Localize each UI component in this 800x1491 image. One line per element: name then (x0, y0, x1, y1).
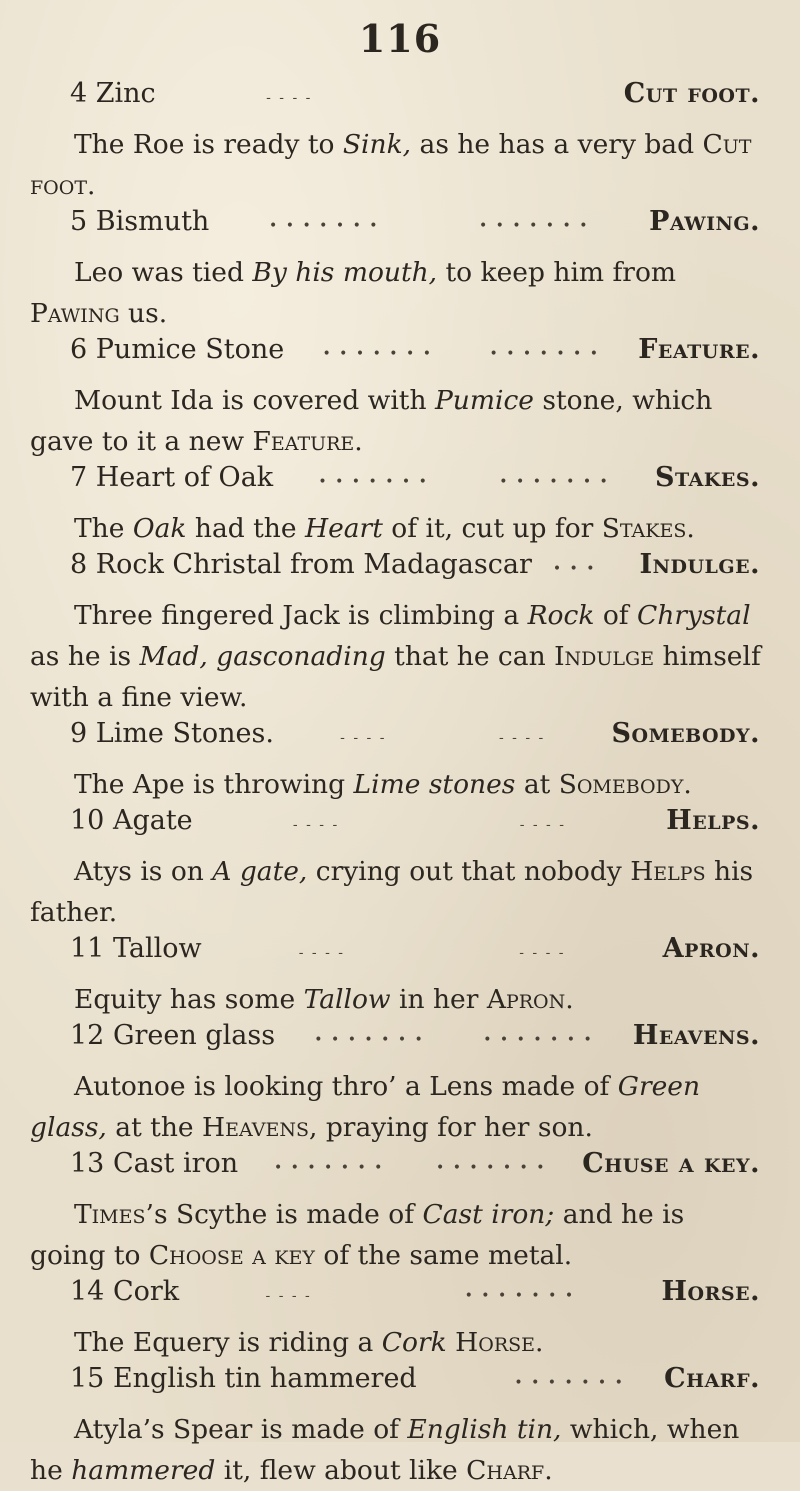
entry-keyword: Apron. (662, 933, 760, 964)
text-segment: to keep him from (437, 257, 677, 288)
text-segment (508, 1414, 516, 1445)
entry-title: 8 Rock Christal from Madagascar (70, 549, 532, 580)
entry-keyword: Charf. (664, 1363, 760, 1394)
entry-description (0, 1322, 800, 1363)
text-segment: praying for her son. (317, 1112, 593, 1143)
entry-keyword: Somebody. (611, 718, 760, 749)
entry-heading (0, 78, 800, 124)
page-number: 116 (358, 16, 442, 61)
dot-leader-right: - - - - (519, 945, 566, 961)
dot-leader (209, 218, 649, 234)
entry-description (0, 1066, 800, 1148)
text-segment: Atys is on (74, 856, 213, 887)
entry-description (0, 380, 800, 462)
small-caps-keyword: Somebody. (558, 769, 692, 800)
text-segment: of the same metal. (314, 1240, 573, 1271)
italic-text: Cork (381, 1327, 447, 1358)
entry-description (0, 851, 800, 933)
small-caps-keyword: Cut foot. (30, 129, 752, 201)
entry-keyword: Horse. (661, 1276, 760, 1307)
dot-leader-left: - - - - (340, 730, 387, 746)
dot-leader-left: - - - - (265, 1288, 312, 1304)
small-caps-keyword: Horse. (455, 1327, 544, 1358)
entry-title: 11 Tallow (70, 933, 202, 964)
italic-text: Pumice (434, 385, 534, 416)
entry-keyword: Pawing. (649, 206, 760, 237)
dot-leader-left: - - - - (298, 945, 345, 961)
entry-keyword: Chuse a key. (582, 1148, 760, 1179)
dot-leader-right: • • • • • • • (478, 218, 590, 234)
entry-keyword: Feature. (638, 334, 760, 365)
text-segment: at the (106, 1112, 202, 1143)
text-segment: Atyla’s Spear is made of (74, 1414, 408, 1445)
small-caps-keyword: Feature. (252, 426, 363, 457)
italic-text: English (407, 1414, 509, 1445)
italic-text: Heart (304, 513, 383, 544)
text-segment: it, flew about like (215, 1455, 467, 1486)
italic-text: Rock (527, 600, 595, 631)
entry-heading (0, 933, 800, 979)
entry-heading (0, 805, 800, 851)
text-segment: us. (119, 298, 168, 329)
entry-description (0, 979, 800, 1020)
dot-leader-right: • • • • • • • (435, 1160, 547, 1176)
entry-keyword: Helps. (666, 805, 760, 836)
italic-text: Chrystal (637, 600, 751, 631)
dot-leader-right: • • • • • • • (499, 474, 610, 490)
entry-title: 12 Green glass (70, 1020, 276, 1051)
text-segment (287, 257, 295, 288)
italic-text: tin, (516, 1414, 562, 1445)
dot-leader-right: - - - - (498, 730, 546, 746)
text-segment: crying out that nobody (307, 856, 631, 887)
list-item (0, 462, 800, 549)
entry-title: 4 Zinc (70, 78, 156, 109)
entry-heading (0, 334, 800, 380)
small-caps-keyword: Times (74, 1199, 146, 1230)
text-segment: in her (390, 984, 487, 1015)
entry-keyword: Cut foot. (623, 78, 760, 109)
dot-leader-left: • • • • • • • (322, 346, 433, 362)
text-segment: Equity has some (74, 984, 304, 1015)
entry-title: 13 Cast iron (70, 1148, 239, 1179)
list-item (0, 933, 800, 1020)
entry-description (0, 252, 800, 334)
dot-leader-left: • • • • • • • (269, 218, 380, 234)
dot-leader (417, 1375, 664, 1391)
text-segment: which, when he (30, 1414, 740, 1486)
list-item (0, 334, 800, 462)
text-segment: himself with a fine view. (30, 641, 761, 713)
list-item (0, 78, 800, 206)
list-item (0, 1276, 800, 1363)
entry-description (0, 124, 800, 206)
entry-heading (0, 1363, 800, 1409)
entry-title: 5 Bismuth (70, 206, 210, 237)
italic-text: his mouth, (295, 257, 438, 288)
entry-description (0, 1194, 800, 1276)
text-segment: The (74, 513, 133, 544)
entry-title: 6 Pumice Stone (70, 334, 285, 365)
italic-text: Sink, (342, 129, 412, 160)
italic-text: Green glass, (30, 1071, 701, 1143)
dot-leader-right: • • • • • • • (464, 1288, 576, 1304)
text-segment: The Ape is throwing (74, 769, 354, 800)
entry-keyword: Heavens. (632, 1020, 760, 1051)
italic-text: Cast iron; (422, 1199, 555, 1230)
small-caps-keyword: Heavens, (202, 1112, 318, 1143)
italic-text: Lime stones (353, 769, 516, 800)
dot-leader (238, 1160, 582, 1176)
italic-text: Oak (132, 513, 187, 544)
italic-text: By (252, 257, 287, 288)
entry-heading (0, 462, 800, 508)
entry-keyword: Indulge. (639, 549, 760, 580)
dot-leader (274, 730, 612, 746)
text-segment: as he has a very bad (411, 129, 703, 160)
text-segment: as he is (30, 641, 140, 672)
dot-leader-right: • • • • • • • (514, 1375, 625, 1391)
dot-leader (179, 1288, 661, 1304)
text-segment: and he is going to (30, 1199, 685, 1271)
list-item (0, 1020, 800, 1148)
small-caps-keyword: Pawing (30, 298, 120, 329)
text-segment: his father. (30, 856, 754, 928)
italic-text: Mad, gasconading (139, 641, 386, 672)
list-item (0, 718, 800, 805)
small-caps-keyword: Helps (630, 856, 706, 887)
text-segment: The Equery is riding a (74, 1327, 382, 1358)
text-segment: that he can (385, 641, 555, 672)
text-segment: Mount Ida is covered with (74, 385, 435, 416)
dot-leader (193, 817, 667, 833)
entry-title: 7 Heart of Oak (70, 462, 274, 493)
dot-leader (284, 346, 638, 362)
dot-leader (532, 561, 640, 577)
list-item (0, 549, 800, 718)
entry-heading (0, 1276, 800, 1322)
entry-heading (0, 549, 800, 595)
list-item (0, 1363, 800, 1491)
entry-title: 10 Agate (70, 805, 193, 836)
text-segment: at (515, 769, 559, 800)
list-item (0, 206, 800, 334)
entry-description (0, 1409, 800, 1491)
dot-leader-right: - - - - (519, 817, 566, 833)
entry-title: 9 Lime Stones. (70, 718, 274, 749)
italic-text: hammered (71, 1455, 216, 1486)
text-segment: stone, which gave to it a new (30, 385, 713, 457)
dot-leader (275, 1032, 633, 1048)
text-segment: had the (186, 513, 305, 544)
small-caps-keyword: Stakes. (601, 513, 695, 544)
dot-leader (156, 90, 624, 106)
dot-leader-left: • • • (552, 561, 597, 577)
italic-text: A gate, (212, 856, 308, 887)
text-segment: The Roe is ready to (74, 129, 343, 160)
dot-leader-left: • • • • • • • (273, 1160, 385, 1176)
text-segment: Three fingered Jack is climbing a (74, 600, 528, 631)
entry-title: 14 Cork (70, 1276, 180, 1307)
entry-heading (0, 1020, 800, 1066)
entry-description (0, 764, 800, 805)
text-segment: Leo was tied (74, 257, 253, 288)
entry-heading (0, 206, 800, 252)
small-caps-keyword: Indulge (554, 641, 655, 672)
text-segment: of it, cut up for (382, 513, 602, 544)
entry-description (0, 508, 800, 549)
text-segment: Autonoe is looking thro’ a Lens made of (74, 1071, 618, 1102)
text-segment: ’s Scythe is made of (145, 1199, 423, 1230)
dot-leader-right: • • • • • • • (489, 346, 600, 362)
small-caps-keyword: Charf. (466, 1455, 553, 1486)
dot-leader-left: • • • • • • • (314, 1032, 425, 1048)
entry-keyword: Stakes. (655, 462, 760, 493)
list-item (0, 1148, 800, 1276)
entry-heading (0, 1148, 800, 1194)
dot-leader-left: - - - - (292, 817, 340, 833)
small-caps-keyword: Apron. (486, 984, 574, 1015)
dot-leader (273, 474, 655, 490)
dot-leader (202, 945, 663, 961)
entry-title: 15 English tin hammered (70, 1363, 417, 1394)
entry-list (0, 78, 800, 1491)
italic-text: Tallow (303, 984, 391, 1015)
entry-heading (0, 718, 800, 764)
text-segment (447, 1327, 455, 1358)
entry-description (0, 595, 800, 718)
dot-leader-left: • • • • • • • (318, 474, 429, 490)
small-caps-keyword: Choose a key (148, 1240, 315, 1271)
dot-leader-right: • • • • • • • (483, 1032, 594, 1048)
dot-leader-left: - - - - (266, 90, 313, 106)
text-segment: of (594, 600, 638, 631)
list-item (0, 805, 800, 933)
